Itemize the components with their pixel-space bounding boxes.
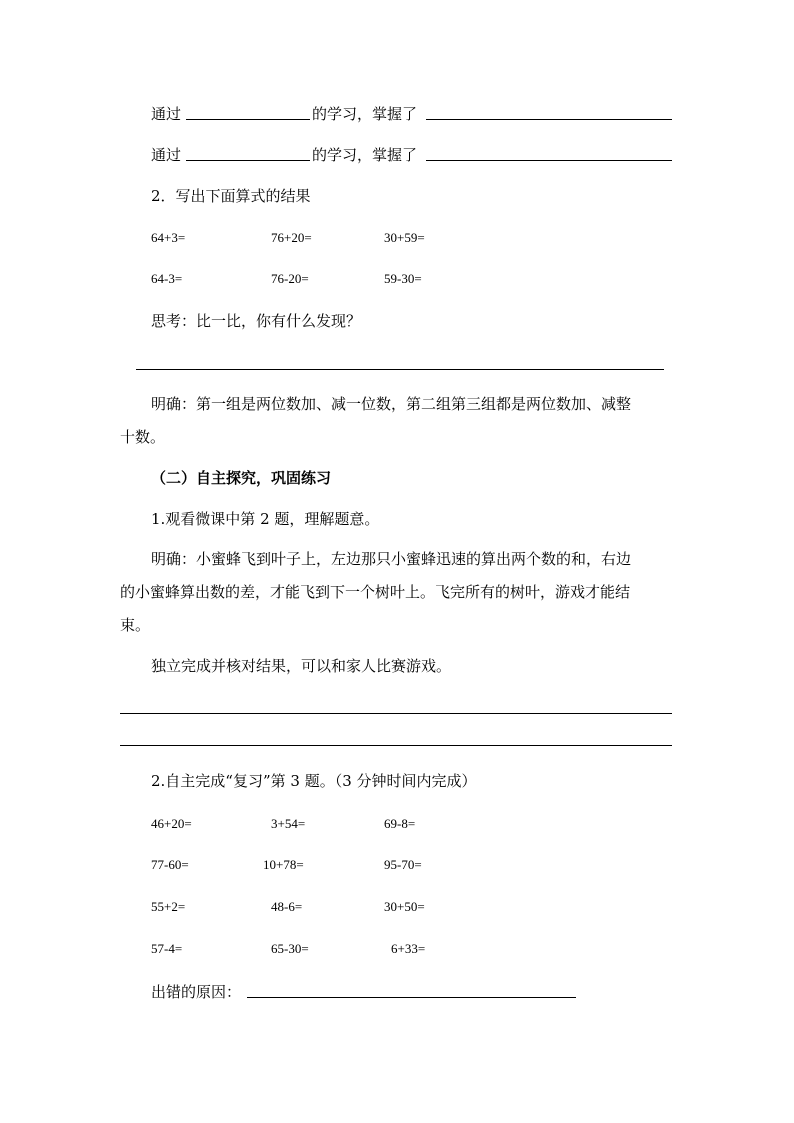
fill-blank-topic-1[interactable] — [186, 119, 310, 120]
expression: 30+50= — [384, 899, 425, 914]
expression: 30+59= — [384, 230, 425, 245]
fill-blank-topic-2[interactable] — [186, 160, 310, 161]
expression: 76+20= — [271, 230, 312, 245]
reflection-middle-2: 的学习，掌握了 — [312, 146, 418, 164]
answer-line-think[interactable] — [136, 369, 664, 370]
reflection-prefix-2: 通过 — [151, 146, 182, 164]
expression: 69-8= — [384, 816, 416, 831]
question-2-title: 2．写出下面算式的结果 — [151, 187, 311, 205]
clarify-1-line-1: 明确：第一组是两位数加、减一位数，第二组第三组都是两位数加、减整 — [151, 395, 632, 413]
item-1: 1.观看微课中第 2 题，理解题意。 — [151, 510, 380, 528]
reflection-middle-1: 的学习，掌握了 — [312, 105, 418, 123]
expression: 76-20= — [271, 271, 309, 286]
expression: 65-30= — [271, 941, 309, 956]
clarify-2-line-2: 的小蜜蜂算出数的差，才能飞到下一个树叶上。飞完所有的树叶，游戏才能结 — [120, 583, 631, 601]
expression: 6+33= — [391, 941, 426, 956]
expression: 64-3= — [151, 271, 183, 286]
clarify-2-line-3: 束。 — [120, 616, 151, 634]
fill-blank-learned-2[interactable] — [426, 160, 672, 161]
expression: 77-60= — [151, 857, 189, 872]
expression: 57-4= — [151, 941, 183, 956]
expression: 3+54= — [271, 816, 306, 831]
item-2: 2.自主完成“复习”第 3 题。（3 分钟时间内完成） — [151, 772, 477, 790]
error-reason-field[interactable] — [247, 997, 576, 998]
think-prompt: 思考：比一比，你有什么发现？ — [151, 312, 362, 330]
error-reason-label: 出错的原因： — [151, 983, 242, 1001]
answer-line-1[interactable] — [120, 713, 672, 714]
expression: 59-30= — [384, 271, 422, 286]
expression: 10+78= — [263, 857, 304, 872]
clarify-2-line-1: 明确：小蜜蜂飞到叶子上，左边那只小蜜蜂迅速的算出两个数的和，右边 — [151, 550, 632, 568]
independent-note: 独立完成并核对结果，可以和家人比赛游戏。 — [151, 657, 452, 675]
reflection-prefix-1: 通过 — [151, 105, 182, 123]
expression: 55+2= — [151, 899, 186, 914]
expression: 46+20= — [151, 816, 192, 831]
answer-line-2[interactable] — [120, 745, 672, 746]
section-heading: （二）自主探究，巩固练习 — [151, 469, 332, 487]
clarify-1-line-2: 十数。 — [120, 428, 166, 446]
expression: 64+3= — [151, 230, 186, 245]
expression: 95-70= — [384, 857, 422, 872]
expression: 48-6= — [271, 899, 303, 914]
fill-blank-learned-1[interactable] — [426, 119, 672, 120]
